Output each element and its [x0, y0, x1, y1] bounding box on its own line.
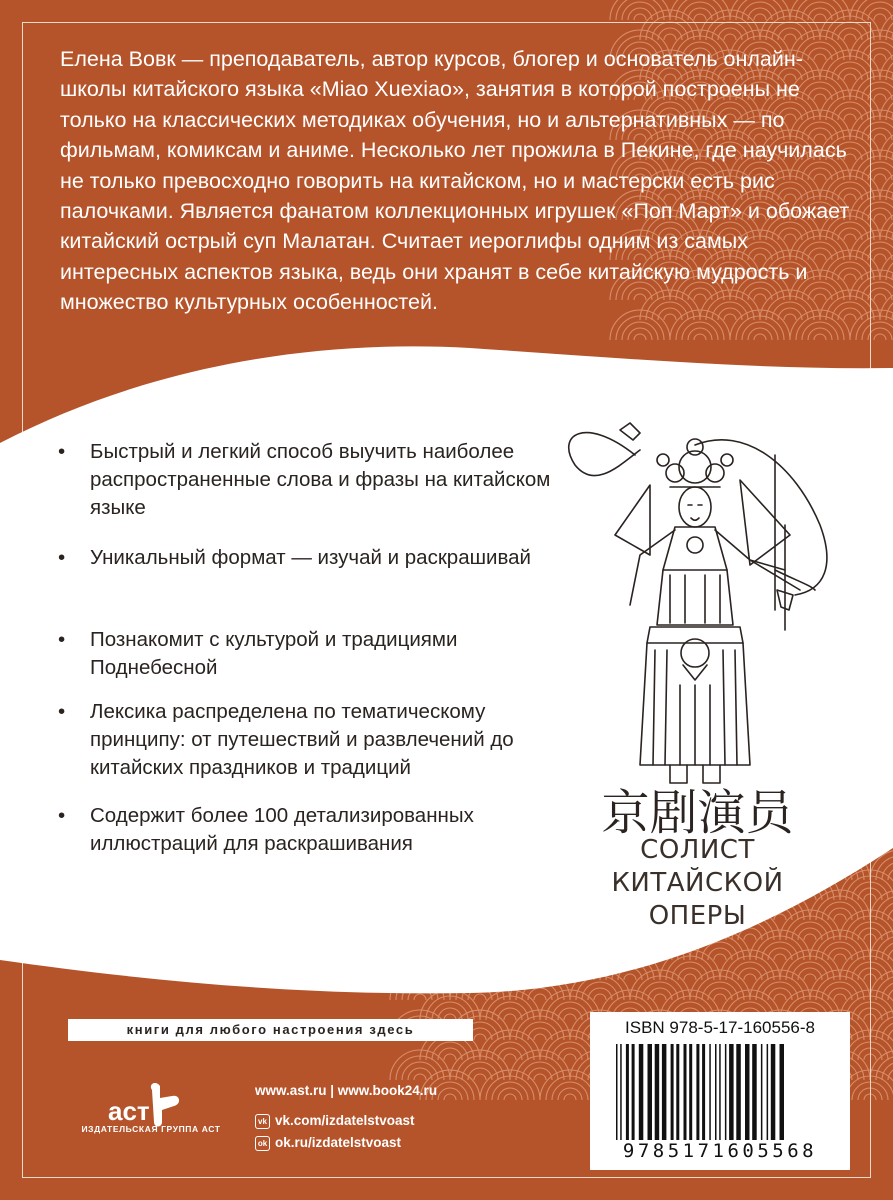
barcode-bar: [684, 1044, 687, 1140]
vk-link-text: vk.com/izdatelstvoast: [275, 1113, 415, 1128]
barcode-bar: [696, 1044, 699, 1140]
isbn-label: ISBN 978-5-17-160556-8: [625, 1018, 815, 1037]
publisher-name: ИЗДАТЕЛЬСКАЯ ГРУППА АСТ: [81, 1124, 221, 1134]
barcode-bar: [729, 1044, 734, 1140]
caption-line: КИТАЙСКОЙ: [611, 868, 784, 898]
barcode-bar: [752, 1044, 757, 1140]
ok-icon: ok: [255, 1136, 270, 1151]
barcode-bar: [767, 1044, 769, 1140]
ok-link[interactable]: [255, 1132, 495, 1154]
slogan-banner: книги для любого настроения здесь: [68, 1019, 473, 1041]
barcode-bar: [671, 1044, 674, 1140]
author-bio: Елена Вовк — преподаватель, автор курсов, блогер и основатель онлайн-школы китайского языка «Miao Xuexiao», занятия в которой построены не только на классических методиках обучения, но и альтернативных — по фильмам, комиксам и аниме. Несколько лет прожила в Пекине, где научилась не только превосходно говорить на китайском, но и мастерски есть рис палочками. Является фанатом коллекционных игрушек «Поп Март» и обожает китайский острый суп Малатан. Считает иероглифы одним из самых интересных аспектов языка, ведь они хранят в себе китайскую мудрость и множество культурных особенностей.: [60, 47, 850, 315]
barcode-bar: [639, 1044, 644, 1140]
barcode-bar: [780, 1044, 785, 1140]
feature-item: • Лексика распределена по тематическому принципу: от путешествий и развлечений до китайских праздников и традиций: [58, 698, 558, 802]
vk-icon: vk: [255, 1114, 270, 1129]
barcode-bar: [620, 1044, 622, 1140]
barcode-bar: [626, 1044, 629, 1140]
barcode-bar: [689, 1044, 692, 1140]
barcode-bar: [676, 1044, 679, 1140]
barcode-bar: [662, 1044, 667, 1140]
barcode-bar: [655, 1044, 660, 1140]
feature-item: • Уникальный формат — изучай и раскрашивай: [58, 544, 558, 626]
illustration-caption: [560, 834, 835, 933]
barcode-bar: [736, 1044, 741, 1140]
opera-singer-illustration: [545, 395, 845, 790]
websites[interactable]: www.ast.ru | www.book24.ru: [255, 1083, 438, 1098]
barcode-digits: 9785171605568: [622, 1140, 818, 1162]
caption-line: ОПЕРЫ: [648, 901, 747, 931]
feature-item: • Содержит более 100 детализированных иллюстраций для раскрашивания: [58, 802, 558, 858]
barcode-bar: [715, 1044, 717, 1140]
barcode-bar: [725, 1044, 727, 1140]
logo-text: аст: [108, 1096, 150, 1126]
barcode-bar: [745, 1044, 750, 1140]
caption-line: СОЛИСТ: [640, 835, 755, 865]
chinese-title: 京剧演员: [601, 785, 794, 841]
barcode-bar: [771, 1044, 776, 1140]
barcode-bar: [648, 1044, 653, 1140]
barcode-bar: [761, 1044, 763, 1140]
barcode-bars: [612, 1044, 828, 1140]
barcode-bar: [719, 1044, 721, 1140]
barcode-bar: [632, 1044, 635, 1140]
barcode-bar: [709, 1044, 711, 1140]
ok-link-text: ok.ru/izdatelstvoast: [275, 1135, 402, 1150]
feature-item: • Познакомит с культурой и традициями Поднебесной: [58, 626, 558, 698]
vk-link[interactable]: [255, 1110, 495, 1132]
isbn-barcode: [590, 1012, 850, 1170]
feature-list: [58, 438, 558, 858]
publisher-links: [255, 1080, 495, 1154]
feature-item: • Быстрый и легкий способ выучить наиболее распространенные слова и фразы на китайском языке: [58, 438, 558, 544]
barcode-bar: [616, 1044, 618, 1140]
barcode-bar: [702, 1044, 705, 1140]
